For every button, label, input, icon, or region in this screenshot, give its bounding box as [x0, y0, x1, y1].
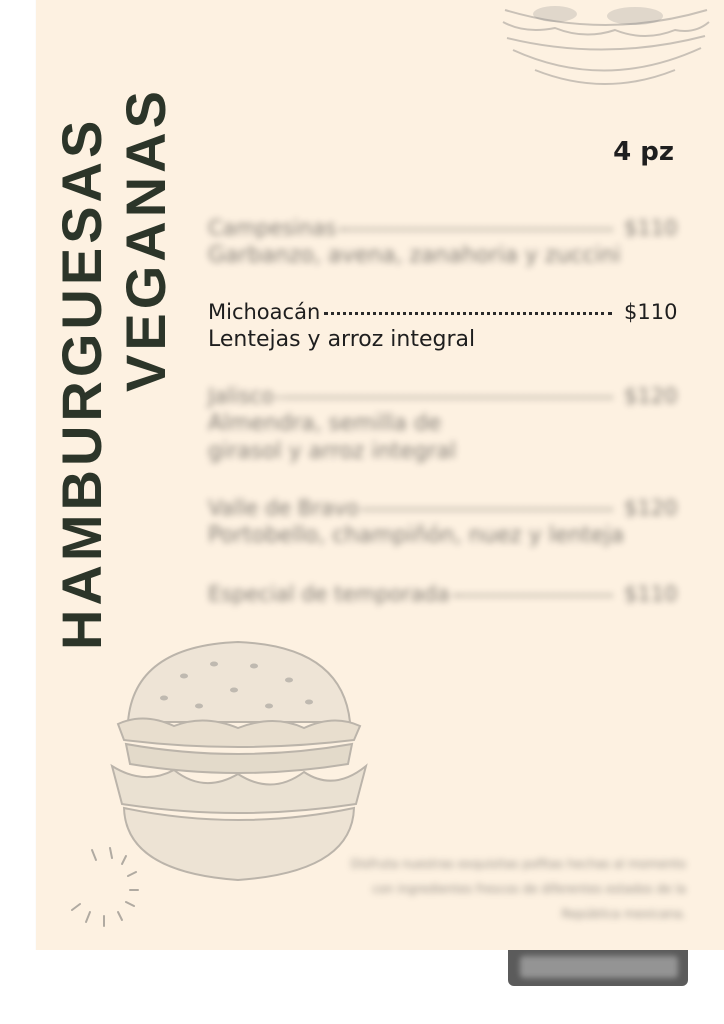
item-price: $120: [624, 496, 678, 520]
footer-note: Disfruta nuestras exquisitas pofitas hechas al momento con ingredientes frescos de diferentes estados de la República mexicana.: [350, 857, 686, 921]
item-leader-dots: [363, 508, 612, 511]
item-name: Especial de temporada: [208, 582, 450, 606]
sunburst-icon: [64, 842, 144, 932]
item-leader-dots: [324, 312, 612, 315]
item-price: $110: [624, 582, 678, 606]
quantity-label: 4 pz: [613, 137, 674, 167]
menu-item: [208, 298, 678, 354]
item-price: $120: [624, 384, 678, 408]
menu-title-line2: VEGANAS: [114, 87, 177, 392]
menu-item: [208, 580, 678, 608]
item-description: Lentejas y arroz integral: [208, 327, 476, 352]
item-description: Portobello, champiñón, nuez y lenteja: [208, 523, 624, 548]
item-leader-dots: [278, 396, 612, 399]
item-name: Valle de Bravo: [208, 496, 359, 520]
menu-item: [208, 494, 678, 550]
item-name: Michoacán: [208, 300, 321, 324]
item-leader-dots: [454, 594, 612, 597]
item-description: Almendra, semilla de girasol y arroz integral: [208, 411, 457, 464]
blurred-tab: [508, 950, 688, 986]
menu-item: [208, 382, 678, 466]
item-leader-dots: [340, 228, 612, 231]
menu-item: [208, 214, 678, 270]
item-description: Garbanzo, avena, zanahoria y zuccini: [208, 243, 621, 268]
burger-illustration-icon: [495, 0, 715, 100]
menu-title-line1: HAMBURGUESAS: [50, 116, 113, 650]
item-price: $110: [624, 216, 678, 240]
item-name: Jalisco: [208, 384, 275, 408]
burger-illustration-icon: [104, 636, 372, 886]
item-price: $110: [624, 300, 678, 324]
item-name: Campesinas: [208, 216, 337, 240]
